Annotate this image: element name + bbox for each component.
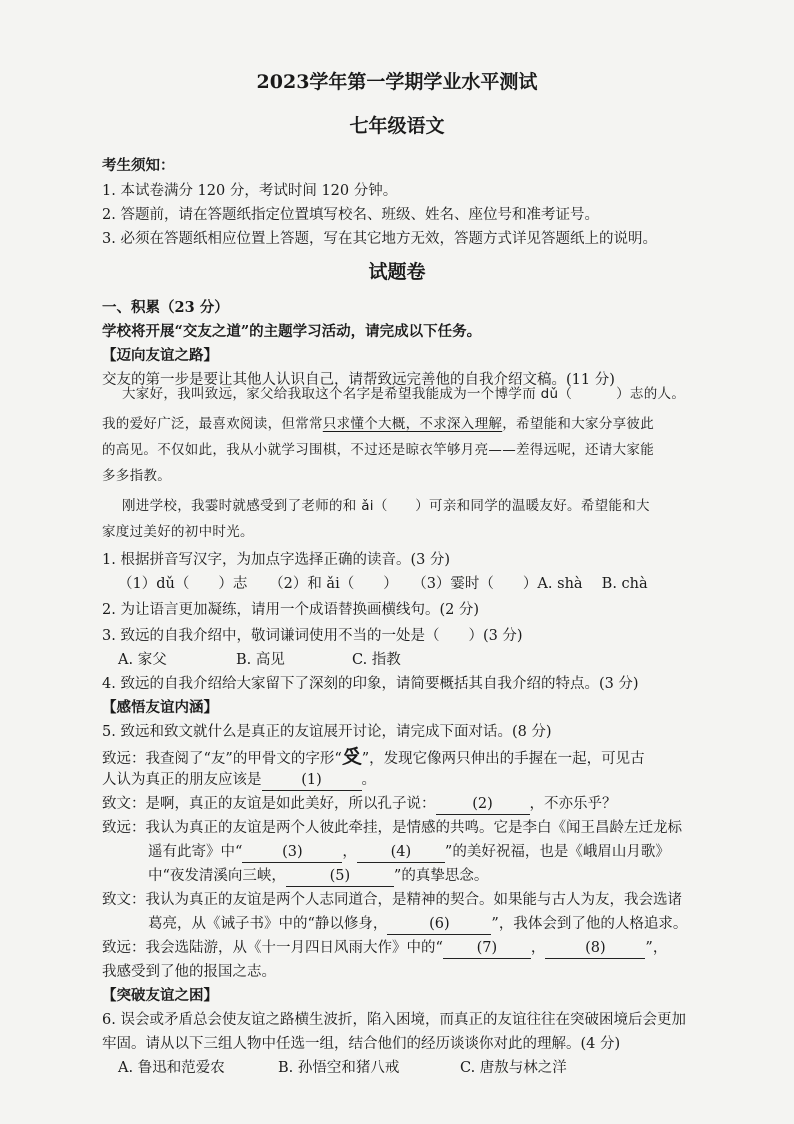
letter-line xyxy=(122,384,685,404)
dialogue-text: ”，我体会到了他的人格追求。 xyxy=(491,916,688,932)
dialogue-line xyxy=(148,842,670,863)
dialogue-line xyxy=(102,770,376,791)
answer-blank-7: (7) xyxy=(443,938,531,959)
dialogue-line xyxy=(102,794,617,815)
notice-item: 3. 必须在答题纸相应位置上答题，写在其它地方无效，答题方式详见答题纸上的说明。 xyxy=(102,231,657,247)
dialogue-text: ”，发现它像两只伸出的手握在一起，可见古 xyxy=(361,751,645,767)
exam-subject: 七年级语文 xyxy=(349,115,445,137)
answer-blank-6: (6) xyxy=(387,914,491,935)
notice-item: 2. 答题前，请在答题纸指定位置填写校名、班级、姓名、座位号和准考证号。 xyxy=(102,207,599,223)
letter-line: 刚进学校，我霎时就感受到了老师的和 ǎi（ ）可亲和同学的温暖友好。希望能和大 xyxy=(122,498,650,514)
dialogue-text: 致文：是啊，真正的友谊是如此美好，所以孔子说： xyxy=(102,796,436,812)
dialogue-text: 致远：我会选陆游，从《十一月四日风雨大作》中的“ xyxy=(102,940,443,956)
question-4: 4. 致远的自我介绍给大家留下了深刻的印象，请简要概括其自我介绍的特点。(3 分) xyxy=(102,676,639,692)
question-1: 1. 根据拼音写汉字，为加点字选择正确的读音。(3 分) xyxy=(102,552,451,568)
question-6: 6. 误会或矛盾总会使友谊之路横生波折，陷入困境，而真正的友谊往往在突破困境后会更加 xyxy=(102,1012,686,1028)
dialogue-line: 致文：我认为真正的友谊是两个人志同道合，是精神的契合。如果能与古人为友，我会选诸 xyxy=(102,892,682,908)
answer-blank-8: (8) xyxy=(545,938,645,959)
dialogue-text: ，不亦乐乎？ xyxy=(529,796,617,812)
letter-line: 家度过美好的初中时光。 xyxy=(102,524,254,540)
oracle-glyph: 𠬪 xyxy=(341,744,362,768)
task-heading: 【迈向友谊之路】 xyxy=(102,347,218,364)
dialogue-line: 我感受到了他的报国之志。 xyxy=(102,964,276,980)
task-heading: 【感悟友谊内涵】 xyxy=(102,699,218,716)
part-intro: 学校将开展“交友之道”的主题学习活动，请完成以下任务。 xyxy=(102,323,482,340)
notice-item: 1. 本试卷满分 120 分，考试时间 120 分钟。 xyxy=(102,183,398,199)
dialogue-text: ， xyxy=(530,940,546,956)
answer-blank-1: (1) xyxy=(262,770,362,791)
dialogue-text: 人认为真正的朋友应该是 xyxy=(102,772,262,788)
dialogue-text: 致远：我查阅了“友”的甲骨文的字形“ xyxy=(102,751,342,767)
dialogue-text: 。 xyxy=(361,772,376,788)
dialogue-line xyxy=(148,914,687,935)
letter-text: 我的爱好广泛，最喜欢阅读，但常常 xyxy=(102,416,323,432)
question-3-option: B. 高见 xyxy=(236,652,285,668)
question-6-option: C. 唐敖与林之洋 xyxy=(460,1060,567,1076)
dialogue-text: ， xyxy=(342,844,357,860)
dialogue-text: ”， xyxy=(645,940,668,956)
letter-line: 的高见。不仅如此，我从小就学习围棋，不过还是晾衣竿够月亮——差得远呢，还请大家能 xyxy=(102,442,654,458)
underlined-sentence: 只求懂个大概，不求深入理解 xyxy=(322,416,503,432)
answer-blank-4: (4) xyxy=(357,842,445,863)
dialogue-text: 遥有此寄》中“ xyxy=(148,844,243,860)
question-3-option: C. 指教 xyxy=(352,652,401,668)
question-3-option: A. 家父 xyxy=(118,652,167,668)
question-6-cont: 牢固。请从以下三组人物中任选一组，结合他们的经历谈谈你对此的理解。(4 分) xyxy=(102,1036,621,1052)
dialogue-text: ”的美好祝福，也是《峨眉山月歌》 xyxy=(444,844,670,860)
question-3: 3. 致远的自我介绍中，敬词谦词使用不当的一处是（ ）(3 分) xyxy=(102,628,523,644)
question-1-items: （1）dǔ（ ）志 （2）和 ǎi（ ） （3）霎时（ ）A. shà B. chà xyxy=(118,576,648,592)
question-2: 2. 为让语言更加凝练，请用一个成语替换画横线句。(2 分) xyxy=(102,602,480,618)
section-title: 试题卷 xyxy=(368,261,426,283)
task-heading: 【突破友谊之困】 xyxy=(102,987,218,1004)
dialogue-line: 致远：我认为真正的友谊是两个人彼此牵挂，是情感的共鸣。它是李白《闻王昌龄左迁龙标 xyxy=(102,820,682,836)
dialogue-text: 中“夜发清溪向三峡， xyxy=(148,868,286,884)
dialogue-text: ”的真挚思念。 xyxy=(393,868,489,884)
letter-text: 大家好，我叫致远，家父给我取这个名字是希望我能成为一个博学而 dǔ（ xyxy=(122,386,573,402)
dialogue-line xyxy=(102,938,667,959)
letter-line xyxy=(102,414,654,434)
dialogue-text: 葛亮，从《诫子书》中的“静以修身， xyxy=(148,916,388,932)
dialogue-line xyxy=(102,746,645,769)
exam-title: 2023学年第一学期学业水平测试 xyxy=(256,71,538,93)
dialogue-line xyxy=(148,866,488,887)
letter-text: ）志的人。 xyxy=(616,386,686,402)
question-6-option: A. 鲁迅和范爱农 xyxy=(118,1060,225,1076)
notice-heading: 考生须知： xyxy=(102,157,175,174)
letter-text: ，希望能和大家分享彼此 xyxy=(502,416,655,432)
letter-line: 多多指教。 xyxy=(102,468,171,484)
answer-blank-5: (5) xyxy=(286,866,394,887)
answer-blank-2: (2) xyxy=(436,794,530,815)
answer-blank-3: (3) xyxy=(242,842,342,863)
part-heading: 一、积累（23 分） xyxy=(102,299,229,316)
task-intro: 交友的第一步是要让其他人认识自己，请帮致远完善他的自我介绍文稿。(11 分) xyxy=(102,372,615,388)
question-5: 5. 致远和致文就什么是真正的友谊展开讨论，请完成下面对话。(8 分) xyxy=(102,724,552,740)
question-6-option: B. 孙悟空和猪八戒 xyxy=(278,1060,400,1076)
